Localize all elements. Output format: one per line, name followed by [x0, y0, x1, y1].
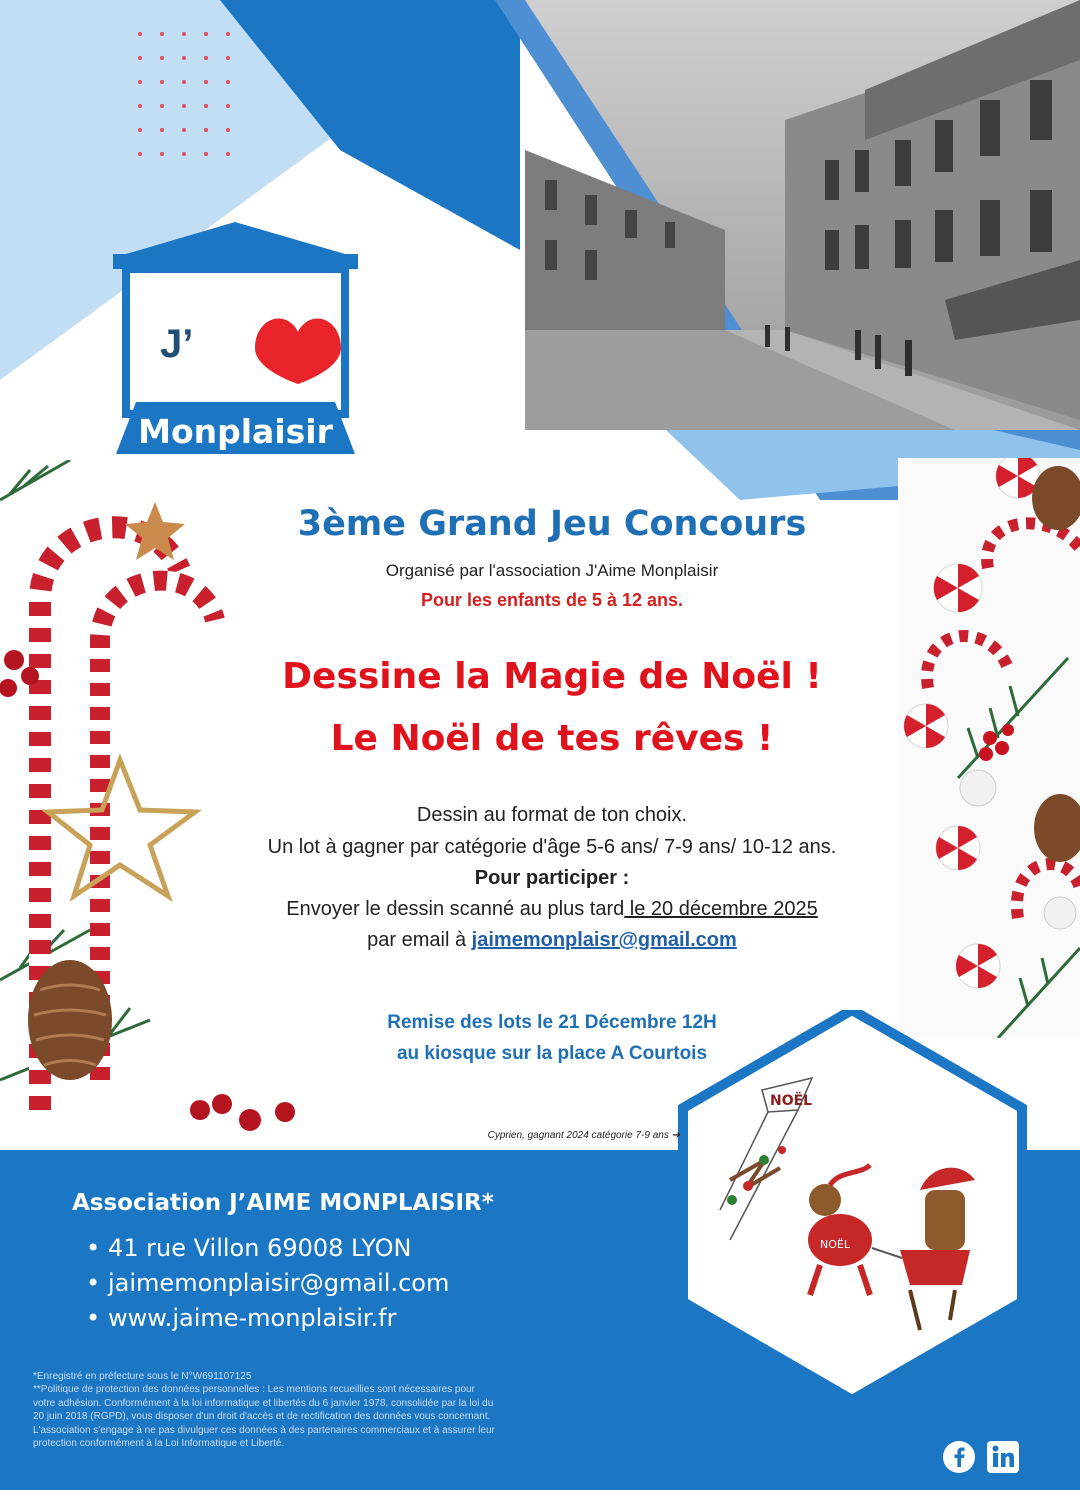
- drawing-sign-text: NOËL: [770, 1093, 813, 1109]
- social-links: [942, 1440, 1022, 1476]
- jaime-monplaisir-logo: [108, 222, 363, 454]
- deadline-line: [212, 898, 892, 921]
- logo-prefix: J’: [160, 322, 194, 366]
- association-name: Association J’AIME MONPLAISIR*: [72, 1190, 494, 1216]
- award-date-line: Remise des lots le 21 Décembre 12H: [387, 1012, 717, 1033]
- format-line: Dessin au format de ton choix.: [416, 804, 688, 826]
- award-place-line: au kiosque sur la place A Courtois: [396, 1043, 708, 1064]
- headline-primary: Dessine la Magie de Noël !: [282, 656, 822, 697]
- christmas-decoration-right: [898, 458, 1080, 1038]
- drawing-sled-text: NOËL: [820, 1238, 850, 1251]
- deadline-prefix: Envoyer le dessin scanné au plus tard: [286, 898, 625, 920]
- logo-name: Monplaisir: [138, 412, 333, 451]
- email-line: [212, 929, 892, 952]
- legal-line: *Enregistré en préfecture sous le N°W691107125: [33, 1371, 252, 1382]
- gold-star-icon: [48, 760, 195, 896]
- footer-email-link[interactable]: jaimemonplaisir@gmail.com: [108, 1269, 450, 1297]
- email-prefix: par email à: [367, 929, 472, 951]
- legal-line: L'association s'engage à ne pas divulguer ces données à des partenaires commerciaux et à assurer leur: [33, 1424, 495, 1436]
- contest-email-link[interactable]: jaimemonplaisr@gmail.com: [471, 929, 737, 951]
- contest-title: 3ème Grand Jeu Concours: [297, 504, 807, 544]
- winner-drawing-hexagon: [670, 1010, 1035, 1400]
- peppermint-candy-icon: [934, 564, 982, 612]
- contact-website: • www.jaime-monplaisir.fr: [86, 1304, 397, 1332]
- legal-line: protection conformément à la Loi Informatique et Liberté.: [33, 1438, 285, 1450]
- legal-line: votre adhésion. Conformément à la loi informatique et libertés du 6 janvier 1978, consolidée par la loi du: [33, 1397, 494, 1409]
- age-range-line: Pour les enfants de 5 à 12 ans.: [420, 590, 684, 610]
- winner-caption: Cyprien, gagnant 2024 catégorie 7-9 ans ➔: [487, 1130, 680, 1141]
- legal-line: 20 juin 2018 (RGPD), vous disposer d'un droit d'accès et de rectification des données vous concernant.: [33, 1411, 491, 1423]
- website-link[interactable]: www.jaime-monplaisir.fr: [108, 1304, 397, 1332]
- linkedin-icon[interactable]: [986, 1440, 1020, 1474]
- prize-line: Un lot à gagner par catégorie d'âge 5-6 ans/ 7-9 ans/ 10-12 ans.: [267, 836, 837, 858]
- address-text: 41 rue Villon 69008 LYON: [108, 1234, 412, 1262]
- deadline-date: le 20 décembre 2025: [624, 898, 818, 920]
- contact-address: • 41 rue Villon 69008 LYON: [86, 1234, 412, 1262]
- facebook-icon[interactable]: [942, 1440, 976, 1474]
- headline-secondary: Le Noël de tes rêves !: [330, 718, 774, 759]
- legal-line: **Politique de protection des données personnelles : Les mentions recueillies sont nécessaires pour: [33, 1384, 475, 1396]
- participate-heading: Pour participer :: [474, 867, 630, 889]
- organizer-line: Organisé par l'association J'Aime Monplaisir: [385, 561, 719, 580]
- contact-email: • jaimemonplaisir@gmail.com: [86, 1269, 450, 1297]
- vintage-street-photo: [525, 0, 1080, 430]
